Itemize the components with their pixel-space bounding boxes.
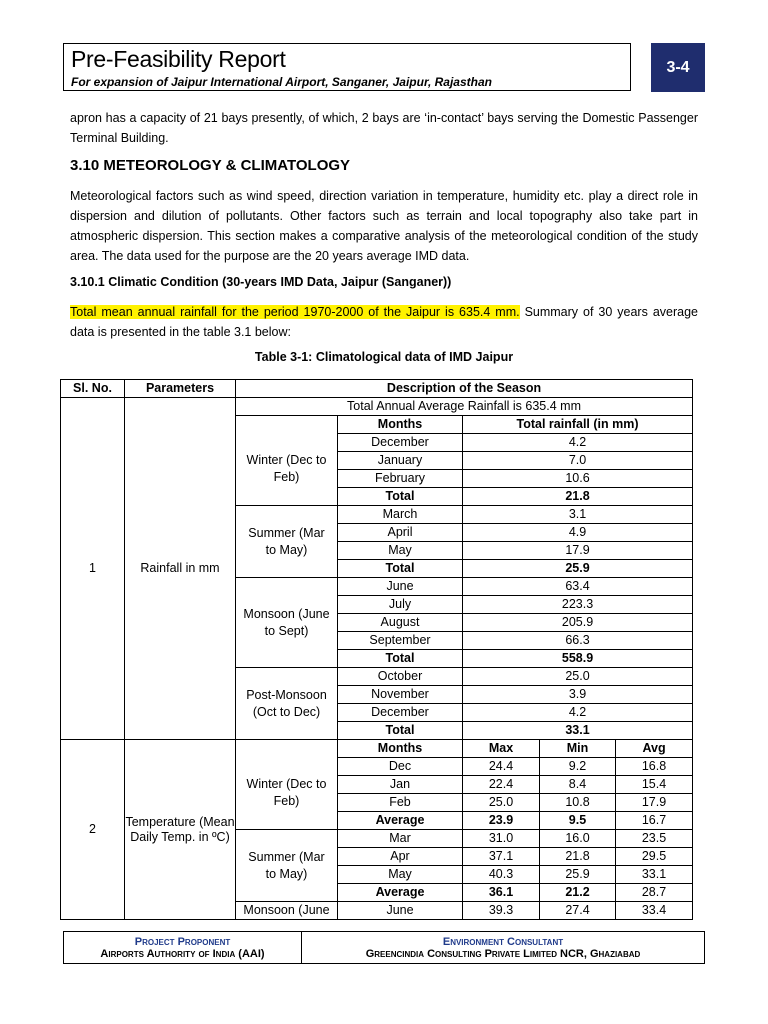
rainfall-paragraph (70, 302, 698, 342)
parameter-cell: Rainfall in mm (125, 398, 236, 740)
table-row (61, 380, 693, 398)
month-cell: October (338, 668, 463, 686)
value-cell: 21.8 (540, 848, 616, 866)
month-cell: February (338, 470, 463, 488)
value-cell: 27.4 (540, 902, 616, 920)
total-value: 558.9 (463, 650, 693, 668)
value-cell: 63.4 (463, 578, 693, 596)
rainfall-summary: Total Annual Average Rainfall is 635.4 mm (236, 398, 693, 416)
footer-proponent-label: Project Proponent (134, 935, 231, 948)
value-cell: 31.0 (463, 830, 540, 848)
month-cell: June (338, 578, 463, 596)
section-heading: 3.10 METEOROLOGY & CLIMATOLOGY (70, 157, 351, 174)
climatological-table (60, 379, 693, 920)
season-label: Summer (Mar to May) (236, 830, 338, 902)
value-cell: 9.2 (540, 758, 616, 776)
sl-no-cell: 2 (61, 740, 125, 920)
month-cell: December (338, 704, 463, 722)
month-cell: March (338, 506, 463, 524)
average-value: 28.7 (616, 884, 693, 902)
average-value: 23.9 (463, 812, 540, 830)
month-cell: May (338, 542, 463, 560)
col-header-max: Max (463, 740, 540, 758)
page-footer (63, 931, 705, 964)
month-cell: June (338, 902, 463, 920)
total-label: Total (338, 722, 463, 740)
value-cell: 29.5 (616, 848, 693, 866)
report-subtitle: For expansion of Jaipur International Airport, Sanganer, Jaipur, Rajasthan (71, 75, 492, 89)
season-label: Monsoon (June (236, 902, 338, 920)
col-header-parameters: Parameters (125, 380, 236, 398)
report-title: Pre-Feasibility Report (71, 46, 286, 72)
total-label: Total (338, 650, 463, 668)
value-cell: 17.9 (463, 542, 693, 560)
footer-consultant (302, 932, 704, 963)
highlighted-text: Total mean annual rainfall for the period 1970-2000 of the Jaipur is 635.4 mm. (70, 305, 520, 319)
value-cell: 37.1 (463, 848, 540, 866)
value-cell: 4.2 (463, 434, 693, 452)
month-cell: January (338, 452, 463, 470)
season-spacer (236, 740, 338, 758)
col-header-months: Months (338, 416, 463, 434)
season-label: Post-Monsoon (Oct to Dec) (236, 668, 338, 740)
value-cell: 10.8 (540, 794, 616, 812)
section-paragraph: Meteorological factors such as wind speed, direction variation in temperature, humidity etc. play a direct role in dispersion and dilution of pollutants. Other factors such as terrain and local topography also take part in atmospheric dispersion. This section makes a comparative analysis of the meteorological condition of the study area. The data used for the purpose are the 20 years average IMD data. (70, 189, 698, 263)
parameter-cell: Temperature (Mean Daily Temp. in ºC) (125, 740, 236, 920)
month-cell: April (338, 524, 463, 542)
average-label: Average (338, 884, 463, 902)
average-label: Average (338, 812, 463, 830)
value-cell: 23.5 (616, 830, 693, 848)
value-cell: 10.6 (463, 470, 693, 488)
footer-proponent (64, 932, 302, 963)
value-cell: 8.4 (540, 776, 616, 794)
season-label: Winter (Dec to Feb) (236, 434, 338, 506)
value-cell: 39.3 (463, 902, 540, 920)
table-row (61, 740, 693, 758)
month-cell: Mar (338, 830, 463, 848)
col-header-avg: Avg (616, 740, 693, 758)
month-cell: May (338, 866, 463, 884)
value-cell: 33.4 (616, 902, 693, 920)
total-value: 21.8 (463, 488, 693, 506)
value-cell: 22.4 (463, 776, 540, 794)
value-cell: 4.9 (463, 524, 693, 542)
report-header (63, 43, 631, 91)
total-value: 25.9 (463, 560, 693, 578)
value-cell: 223.3 (463, 596, 693, 614)
month-cell: July (338, 596, 463, 614)
month-cell: November (338, 686, 463, 704)
month-cell: September (338, 632, 463, 650)
average-value: 36.1 (463, 884, 540, 902)
average-value: 16.7 (616, 812, 693, 830)
month-cell: Dec (338, 758, 463, 776)
value-cell: 66.3 (463, 632, 693, 650)
season-label: Summer (Mar to May) (236, 506, 338, 578)
footer-consultant-value: Greencindia Consulting Private Limited NCR, Ghaziabad (365, 947, 641, 960)
average-value: 21.2 (540, 884, 616, 902)
value-cell: 205.9 (463, 614, 693, 632)
average-value: 9.5 (540, 812, 616, 830)
footer-proponent-value: Airports Authority of India (AAI) (100, 947, 265, 960)
paragraph-text: Summary of 30 years average data is presented in the table 3.1 below: (70, 305, 698, 339)
value-cell: 33.1 (616, 866, 693, 884)
value-cell: 7.0 (463, 452, 693, 470)
month-cell: August (338, 614, 463, 632)
table-row (61, 398, 693, 416)
col-header-min: Min (540, 740, 616, 758)
value-cell: 3.9 (463, 686, 693, 704)
value-cell: 40.3 (463, 866, 540, 884)
table-caption: Table 3-1: Climatological data of IMD Jaipur (254, 350, 514, 364)
col-header-description: Description of the Season (236, 380, 693, 398)
total-label: Total (338, 488, 463, 506)
season-label: Winter (Dec to Feb) (236, 758, 338, 830)
total-value: 33.1 (463, 722, 693, 740)
value-cell: 17.9 (616, 794, 693, 812)
season-label: Monsoon (June to Sept) (236, 578, 338, 668)
col-header-total-rainfall: Total rainfall (in mm) (463, 416, 693, 434)
subsection-heading: 3.10.1 Climatic Condition (30-years IMD Data, Jaipur (Sanganer)) (70, 275, 452, 289)
col-header-months: Months (338, 740, 463, 758)
value-cell: 15.4 (616, 776, 693, 794)
month-cell: Feb (338, 794, 463, 812)
month-cell: Apr (338, 848, 463, 866)
page-number-badge: 3-4 (651, 43, 705, 92)
sl-no-cell: 1 (61, 398, 125, 740)
intro-paragraph: apron has a capacity of 21 bays presently, of which, 2 bays are ‘in-contact’ bays serving the Domestic Passenger Terminal Building. (70, 111, 698, 145)
month-cell: Jan (338, 776, 463, 794)
value-cell: 16.0 (540, 830, 616, 848)
value-cell: 25.0 (463, 668, 693, 686)
total-label: Total (338, 560, 463, 578)
value-cell: 24.4 (463, 758, 540, 776)
value-cell: 4.2 (463, 704, 693, 722)
col-header-sl: Sl. No. (61, 380, 125, 398)
footer-consultant-label: Environment Consultant (442, 935, 564, 948)
value-cell: 3.1 (463, 506, 693, 524)
month-cell: December (338, 434, 463, 452)
value-cell: 25.9 (540, 866, 616, 884)
value-cell: 25.0 (463, 794, 540, 812)
season-spacer (236, 416, 338, 434)
value-cell: 16.8 (616, 758, 693, 776)
